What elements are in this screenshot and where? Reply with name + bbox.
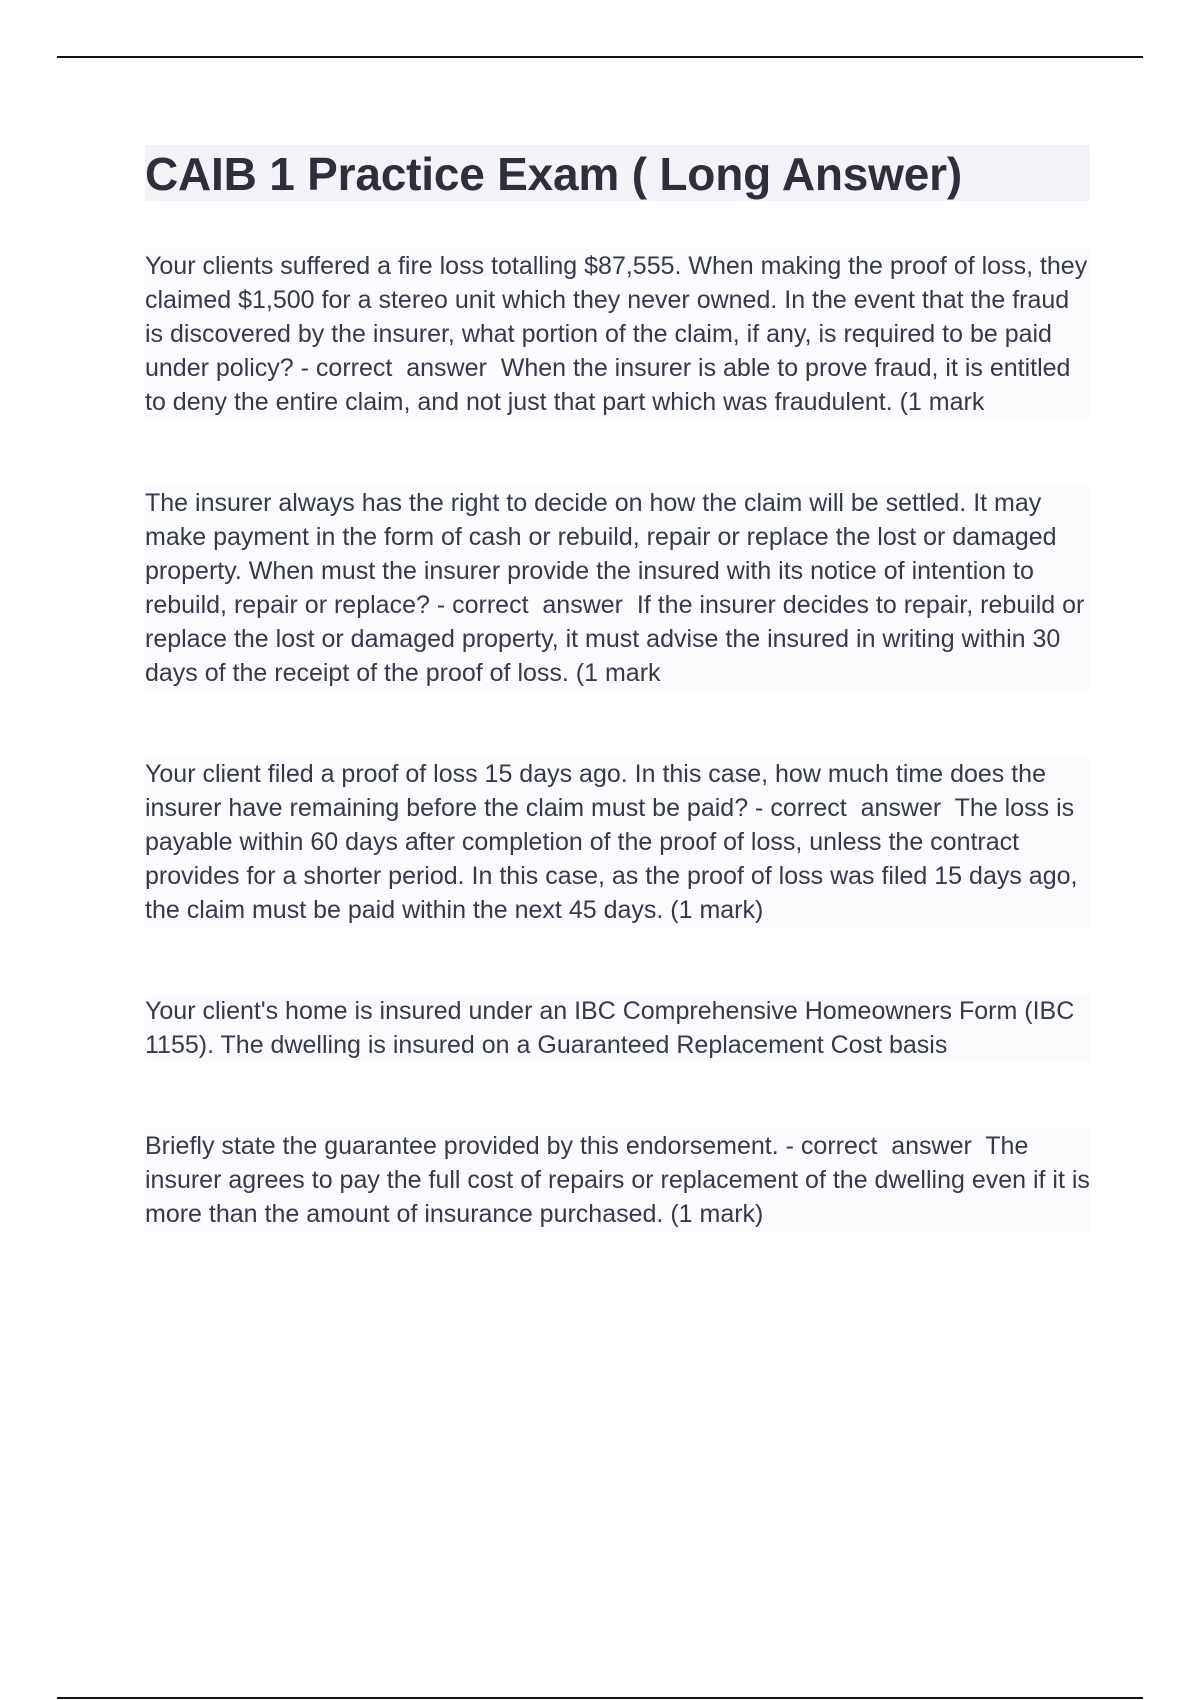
- answer-text: The loss is payable within 60 days after completion of the proof of loss, unless the contract provides for a shorter period. In this case, as the proof of loss was filed 15 days ago, the claim must be paid within the next 45 days. (1 mark): [145, 794, 1078, 924]
- top-rule: [57, 56, 1143, 58]
- bottom-rule: [57, 1697, 1143, 1699]
- qa-item-2: [145, 486, 1090, 690]
- qa-item-5: [145, 1129, 1090, 1231]
- qa-item-3: [145, 757, 1090, 927]
- question-text: The insurer always has the right to decide on how the claim will be settled. It may make payment in the form of cash or rebuild, repair or replace the lost or damaged property. When must the insurer provide the insured with its notice of intention to rebuild, repair or replace?: [145, 489, 1057, 619]
- question-text: Your clients suffered a fire loss totalling $87,555. When making the proof of loss, they claimed $1,500 for a stereo unit which they never owned. In the event that the fraud is discovered by the insurer, what portion of the claim, if any, is required to be paid under policy?: [145, 252, 1088, 382]
- answer-text: If the insurer decides to repair, rebuild or replace the lost or damaged property, it must advise the insured in writing within 30 days of the receipt of the proof of loss. (1 mark: [145, 591, 1085, 687]
- qa-item-4: [145, 994, 1090, 1062]
- question-text: Briefly state the guarantee provided by this endorsement.: [145, 1132, 779, 1160]
- question-text: Your client's home is insured under an IBC Comprehensive Homeowners Form (IBC 1155). The dwelling is insured on a Guaranteed Replacement Cost basis: [145, 997, 1075, 1059]
- question-text: Your client filed a proof of loss 15 days ago. In this case, how much time does the insurer have remaining before the claim must be paid?: [145, 760, 1046, 822]
- answer-separator: - correct answer: [429, 591, 637, 619]
- answer-separator: - correct answer: [748, 794, 955, 822]
- qa-item-1: [145, 249, 1090, 419]
- answer-separator: - correct answer: [293, 354, 501, 382]
- answer-text: The insurer agrees to pay the full cost of repairs or replacement of the dwelling even if it is more than the amount of insurance purchased. (1 mark): [145, 1132, 1090, 1228]
- answer-separator: - correct answer: [778, 1132, 986, 1160]
- answer-text: When the insurer is able to prove fraud, it is entitled to deny the entire claim, and not just that part which was fraudulent. (1 mark: [145, 354, 1071, 416]
- page-title: CAIB 1 Practice Exam ( Long Answer): [145, 145, 1090, 201]
- document-body: [145, 145, 1090, 1231]
